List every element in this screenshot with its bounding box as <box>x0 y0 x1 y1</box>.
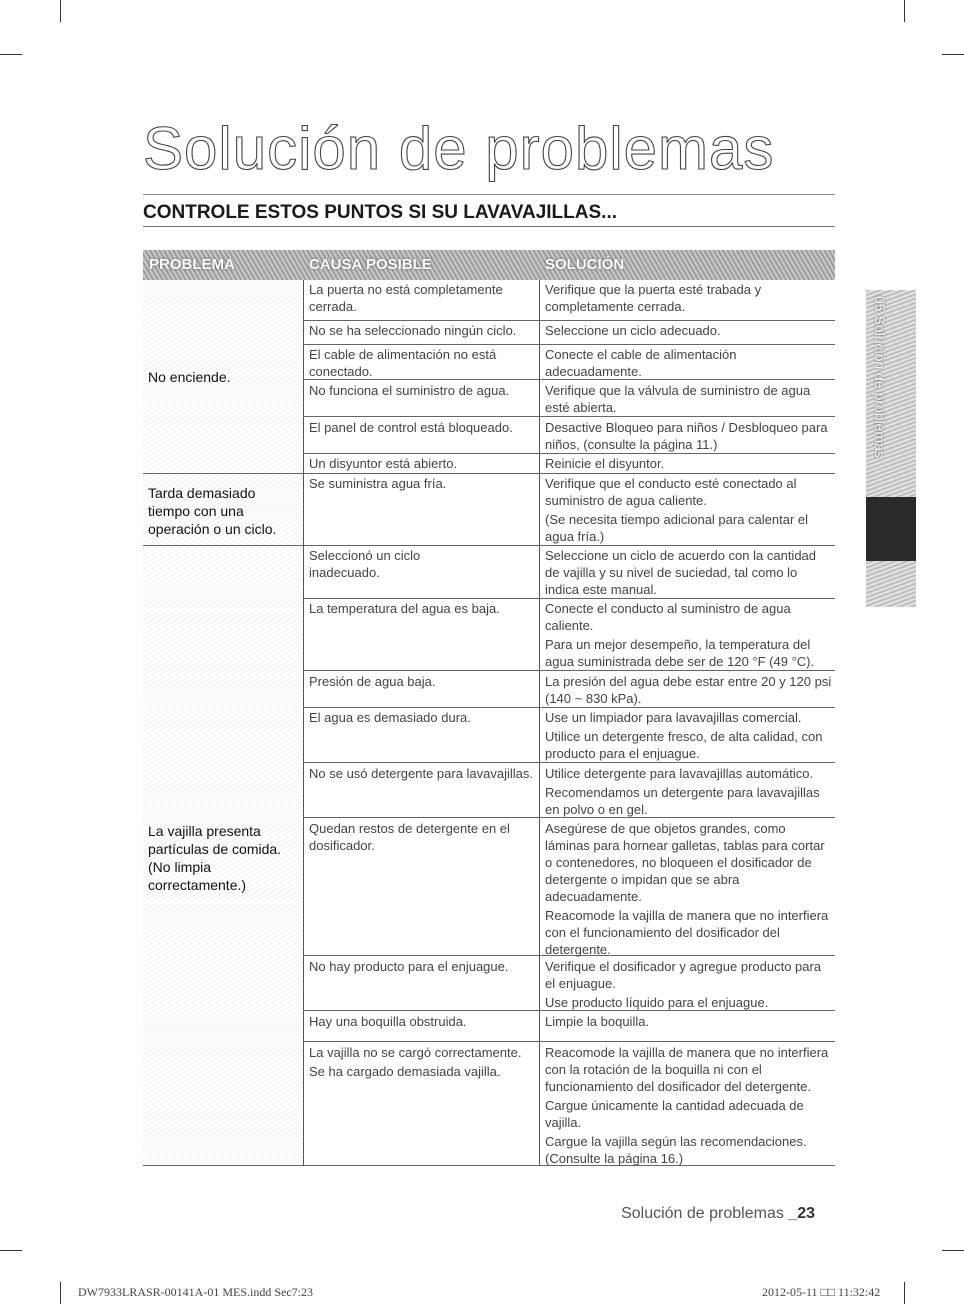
solution-text: (Se necesita tiempo adicional para calentar el agua fría.) <box>545 512 809 544</box>
cause-cell <box>309 382 531 401</box>
cause-text: La vajilla no se cargó correctamente. <box>309 1045 522 1060</box>
solution-cell <box>545 1013 833 1032</box>
problem-cell <box>143 547 303 1164</box>
page-title: Solución de problemas <box>143 115 775 182</box>
cause-text: La temperatura del agua es baja. <box>309 601 500 616</box>
crop-mark <box>60 0 61 22</box>
cause-cell <box>309 455 531 474</box>
solution-cell <box>545 958 833 1013</box>
solution-text: Cargue la vajilla según las recomendaciones. (Consulte la página 16.) <box>545 1134 807 1166</box>
cause-text: Un disyuntor está abierto. <box>309 456 458 471</box>
solution-text: Verifique que la válvula de suministro de agua esté abierta. <box>545 383 811 415</box>
cause-cell <box>309 475 531 494</box>
problem-label: No enciende. <box>148 369 231 385</box>
solution-text: Recomendamos un detergente para lavavajillas en polvo o en gel. <box>545 785 820 817</box>
cause-cell <box>309 547 439 583</box>
solution-cell <box>545 600 833 672</box>
solution-text: Conecte el cable de alimentación adecuadamente. <box>545 347 737 379</box>
row-divider <box>303 344 835 345</box>
cause-text: Se ha cargado demasiada vajilla. <box>309 1064 501 1079</box>
solution-text: Reinicie el disyuntor. <box>545 456 665 471</box>
print-file-info: DW7933LRASR-00141A-01 MES.indd Sec7:23 <box>78 1285 313 1299</box>
crop-mark <box>904 0 905 22</box>
solution-text: Reacomode la vajilla de manera que no interfiera con la rotación de la boquilla ni con el funcionamiento del dosificador del detergente. <box>545 1045 829 1094</box>
solution-text: Asegúrese de que objetos grandes, como láminas para hornear galletas, tablas para cortar o contenedores, no bloqueen el dosificador de detergente o impidan que se abra adecuadamente. <box>545 821 825 904</box>
solution-text: Cargue únicamente la cantidad adecuada de vajilla. <box>545 1098 804 1130</box>
solution-text: Conecte el conducto al suministro de agua caliente. <box>545 601 791 633</box>
cause-text: No funciona el suministro de agua. <box>309 383 510 398</box>
solution-text: Para un mejor desempeño, la temperatura del agua suministrada debe ser de 120 °F (49 °C). <box>545 637 815 669</box>
cause-cell <box>309 958 531 977</box>
print-date-info: 2012-05-11 □□ 11:32:42 <box>762 1285 881 1299</box>
crop-mark <box>942 54 964 55</box>
solution-text: Reacomode la vajilla de manera que no interfiera con el funcionamiento del dosificador del detergente. <box>545 908 829 957</box>
solution-cell <box>545 455 833 474</box>
cause-text: Seleccionó un ciclo inadecuado. <box>309 548 421 580</box>
solution-text: Use un limpiador para lavavajillas comercial. <box>545 710 802 725</box>
cause-cell <box>309 322 531 341</box>
solution-text: Verifique que el conducto esté conectado al suministro de agua caliente. <box>545 476 797 508</box>
solution-text: Utilice un detergente fresco, de alta calidad, con producto para el enjuague. <box>545 729 823 761</box>
section-subtitle: CONTROLE ESTOS PUNTOS SI SU LAVAVAJILLAS... <box>143 202 617 223</box>
crop-mark <box>60 1282 61 1304</box>
column-divider <box>303 280 304 1165</box>
header-problem: PROBLEMA <box>149 256 235 273</box>
crop-mark <box>0 1250 22 1251</box>
problem-label: La vajilla presenta partículas de comida. (No limpia correctamente.) <box>148 823 282 893</box>
cause-cell <box>309 1013 531 1032</box>
solution-cell <box>545 709 833 764</box>
footer-label: Solución de problemas <box>621 1205 784 1222</box>
solution-text: Verifique el dosificador y agregue producto para el enjuague. <box>545 959 822 991</box>
cause-cell <box>309 1044 531 1082</box>
cause-cell <box>309 709 531 728</box>
header-solution: SOLUCIÓN <box>545 256 625 273</box>
page-number: _23 <box>788 1205 815 1222</box>
solution-text: Seleccione un ciclo adecuado. <box>545 323 721 338</box>
crop-mark <box>904 1282 905 1304</box>
column-divider <box>539 280 540 1165</box>
solution-cell <box>545 547 833 600</box>
row-divider <box>303 320 835 321</box>
cause-text: El agua es demasiado dura. <box>309 710 471 725</box>
chapter-side-label: 05 Solución de problemas <box>872 296 888 458</box>
cause-cell <box>309 419 531 438</box>
header-cause: CAUSA POSIBLE <box>309 256 432 273</box>
title-rule <box>143 194 835 195</box>
solution-text: La presión del agua debe estar entre 20 y 120 psi (140 ~ 830 kPa). <box>545 674 832 706</box>
cause-cell <box>309 281 531 317</box>
cause-text: Hay una boquilla obstruida. <box>309 1014 467 1029</box>
problem-cell <box>143 280 303 471</box>
cause-cell <box>309 346 531 382</box>
cause-text: Se suministra agua fría. <box>309 476 447 491</box>
solution-cell <box>545 281 833 317</box>
solution-text: Desactive Bloqueo para niños / Desbloqueo para niños, (consulte la página 11.) <box>545 420 828 452</box>
solution-cell <box>545 820 833 960</box>
cause-cell <box>309 673 531 692</box>
cause-text: No se usó detergente para lavavajillas. <box>309 766 534 781</box>
cause-text: Presión de agua baja. <box>309 674 436 689</box>
subtitle-rule <box>143 226 835 227</box>
solution-cell <box>545 765 833 820</box>
crop-mark <box>942 1250 964 1251</box>
solution-text: Verifique que la puerta esté trabada y completamente cerrada. <box>545 282 762 314</box>
solution-cell <box>545 346 833 382</box>
solution-text: Use producto líquido para el enjuague. <box>545 995 769 1010</box>
cause-text: Quedan restos de detergente en el dosificador. <box>309 821 510 853</box>
cause-text: No se ha seleccionado ningún ciclo. <box>309 323 517 338</box>
page-footer <box>621 1205 815 1223</box>
problem-cell <box>143 474 303 544</box>
cause-text: El panel de control está bloqueado. <box>309 420 513 435</box>
solution-text: Utilice detergente para lavavajillas automático. <box>545 766 814 781</box>
solution-cell <box>545 419 833 455</box>
cause-text: No hay producto para el enjuague. <box>309 959 509 974</box>
solution-cell <box>545 673 833 709</box>
solution-cell <box>545 1044 833 1169</box>
table-header <box>143 250 835 280</box>
solution-cell <box>545 322 833 341</box>
solution-text: Seleccione un ciclo de acuerdo con la cantidad de vajilla y su nivel de suciedad, tal como lo indica este manual. <box>545 548 817 597</box>
cause-cell <box>309 765 537 784</box>
solution-cell <box>545 475 833 547</box>
cause-cell <box>309 820 531 856</box>
cause-cell <box>309 600 531 619</box>
cause-text: El cable de alimentación no está conectado. <box>309 347 497 379</box>
crop-mark <box>0 54 22 55</box>
chapter-side-tab-marker <box>866 497 916 561</box>
solution-text: Limpie la boquilla. <box>545 1014 650 1029</box>
solution-cell <box>545 382 833 418</box>
problem-label: Tarda demasiado tiempo con una operación o un ciclo. <box>148 485 277 537</box>
row-divider <box>303 1041 835 1042</box>
cause-text: La puerta no está completamente cerrada. <box>309 282 503 314</box>
